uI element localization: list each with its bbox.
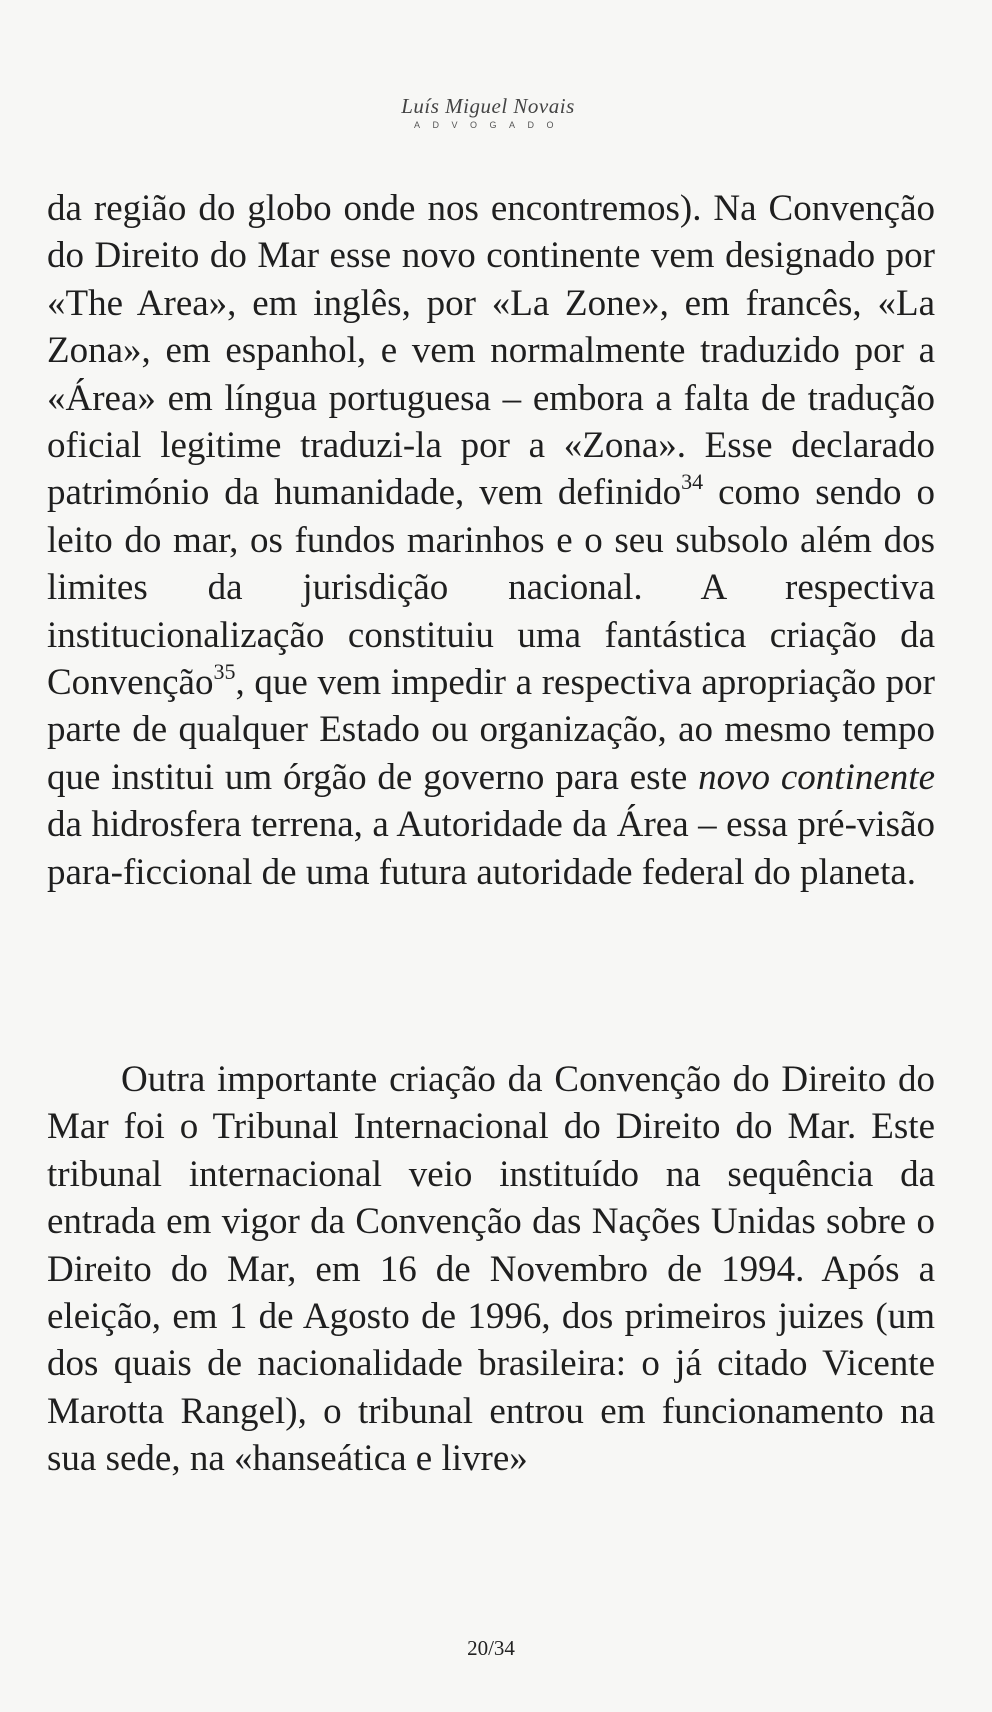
footnote-marker[interactable]: 35: [213, 659, 236, 685]
paragraph-text: da região do globo onde nos encontremos). Na Convenção do Direito do Mar esse novo continente vem designado por «The Area», em inglês, por «La Zone», em francês, «La Zona», em espanhol, e vem normalmente traduzido por a «Área» em língua portuguesa – embora a falta de tradução oficial legitime traduzi-la por a «Zona». Esse declarado património da humanidade, vem definido: [47, 188, 935, 514]
paragraph-text: da hidrosfera terrena, a Autoridade da Área – essa pré-visão para-ficcional de uma futura autoridade federal do planeta.: [47, 804, 935, 893]
letterhead-name: Luís Miguel Novais: [401, 94, 575, 118]
page-number: 20/34: [467, 1636, 515, 1660]
letterhead: [0, 94, 992, 130]
emphasized-text: novo continente: [698, 756, 935, 798]
paragraph-text: como sendo o leito do mar, os fundos marinhos e o seu subsolo além dos limites da jurisdição nacional. A respectiva institucionalização constituiu uma fantástica criação da Convenção: [47, 472, 935, 704]
body-paragraph: [47, 185, 935, 896]
paragraph-text: , que vem impedir a respectiva apropriação por parte de qualquer Estado ou organização, ao mesmo tempo que institui um órgão de governo para este: [47, 662, 935, 798]
footnote-marker[interactable]: 34: [681, 469, 704, 495]
letterhead-subtitle: ADVOGADO: [413, 120, 566, 130]
paragraph-text: Outra importante criação da Convenção do Direito do Mar foi o Tribunal Internacional do Direito do Mar. Este tribunal internacional veio instituído na sequência da entrada em vigor da Convenção das Nações Unidas sobre o Direito do Mar, em 16 de Novembro de 1994. Após a eleição, em 1 de Agosto de 1996, dos primeiros juizes (um dos quais de nacionalidade brasileira: o já citado Vicente Marotta Rangel), o tribunal entrou em funcionamento na sua sede, na «hanseática e livre»: [47, 1059, 935, 1480]
body-paragraph: [47, 1056, 935, 1483]
